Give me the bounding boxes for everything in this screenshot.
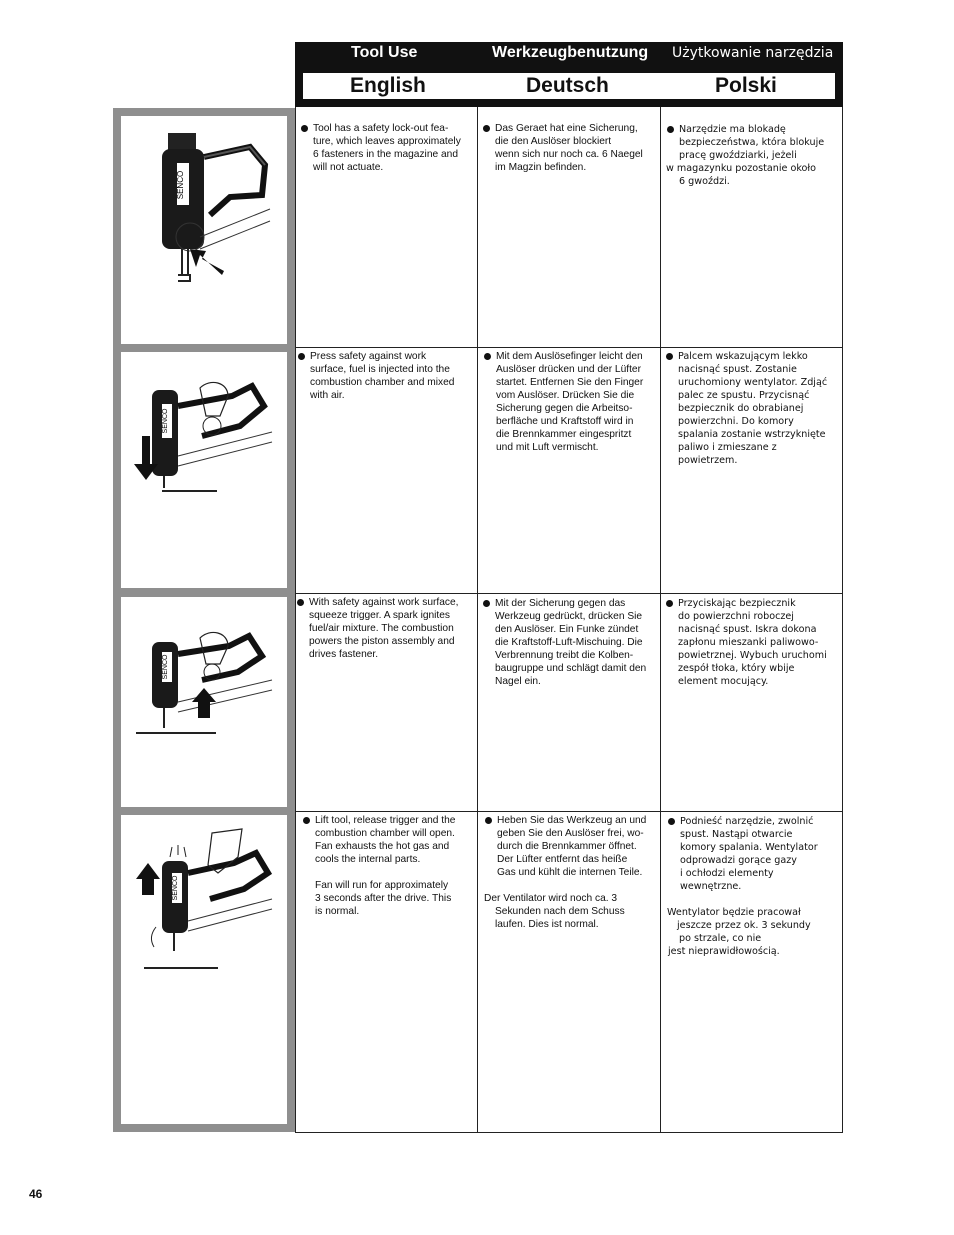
text-line: fuel/air mixture. The combustion xyxy=(309,623,454,634)
text-line: Narzędzie ma blokadę xyxy=(679,124,786,135)
text-line: ture, which leaves approximately xyxy=(313,136,461,147)
text-line: Heben Sie das Werkzeug an und xyxy=(497,815,647,826)
text-line: startet. Entfernen Sie den Finger xyxy=(496,377,644,388)
text-line: geben Sie den Auslöser frei, wo- xyxy=(497,828,644,839)
row4-english xyxy=(302,814,476,918)
brand-label-3: SENCO xyxy=(162,654,169,680)
text-line: komory spalania. Wentylator xyxy=(680,842,818,853)
text-line: powietrznej. Wybuch uruchomi xyxy=(678,650,827,661)
text-line: und mit Luft vermischt. xyxy=(496,442,599,453)
bullet-icon xyxy=(483,125,490,132)
text-line: Sicherung gegen die Arbeitso- xyxy=(496,403,633,414)
text-line: Auslöser drücken und der Lüfter xyxy=(496,364,641,375)
row4-polski xyxy=(667,815,842,958)
text-line: Verbrennung treibt die Kolben- xyxy=(495,650,634,661)
text-line: Fan will run for approximately xyxy=(315,880,449,891)
bullet-icon xyxy=(666,600,673,607)
lang-polski: Polski xyxy=(715,74,777,97)
bullet-icon xyxy=(298,353,305,360)
text-line: i ochłodzi elementy xyxy=(680,868,774,879)
text-line: drives fastener. xyxy=(309,649,379,660)
text-line: Przyciskając bezpiecznik xyxy=(678,598,796,609)
text-line: wenn sich nur noch ca. 6 Naegel xyxy=(495,149,643,160)
row1-deutsch xyxy=(482,122,659,174)
bullet-icon xyxy=(303,817,310,824)
bullet-icon xyxy=(666,353,673,360)
header-tool-use-en: Tool Use xyxy=(351,44,418,61)
text-line: Gas und kühlt die internen Teile. xyxy=(497,867,643,878)
text-line: baugruppe und schlägt damit den xyxy=(495,663,647,674)
text-line: 6 gwoździ. xyxy=(679,176,730,187)
bullet-icon xyxy=(301,125,308,132)
text-line: cools the internal parts. xyxy=(315,854,421,865)
text-line: die Kraftstoff-Luft-Mischuing. Die xyxy=(495,637,643,648)
text-line: bezpiecznik do obrabianej xyxy=(678,403,804,414)
nailer-lockout-illustration xyxy=(130,125,275,290)
row2-english xyxy=(297,350,475,402)
nailer-lift-illustration xyxy=(134,827,276,973)
text-line: is normal. xyxy=(315,906,360,917)
text-line: pracę gwoździarki, jeżeli xyxy=(679,150,797,161)
arrow-icon xyxy=(190,249,224,275)
text-line: powietrzem. xyxy=(678,455,738,466)
lang-deutsch: Deutsch xyxy=(526,74,609,97)
bullet-icon xyxy=(668,818,675,825)
text-line: spust. Nastąpi otwarcie xyxy=(680,829,793,840)
row2-deutsch xyxy=(483,350,660,454)
row3-deutsch xyxy=(482,597,660,688)
lang-english: English xyxy=(350,74,426,97)
text-line: combustion chamber and mixed xyxy=(310,377,455,388)
text-line: w magazynku pozostanie około xyxy=(666,163,817,174)
text-line: surface, fuel is injected into the xyxy=(310,364,450,375)
text-line: po strzale, co nie xyxy=(679,933,762,944)
text-line: will not actuate. xyxy=(313,162,384,173)
text-line: zespół tłoka, który wbije xyxy=(678,663,795,674)
row1-english xyxy=(300,122,475,174)
text-line: wewnętrzne. xyxy=(680,881,742,892)
language-bar xyxy=(303,73,835,99)
text-line: Der Lüfter entfernt das heiße xyxy=(497,854,628,865)
text-line: nacisnąć spust. Zostanie xyxy=(678,364,797,375)
bullet-icon xyxy=(483,600,490,607)
header-tool-use-pl: Użytkowanie narzędzia xyxy=(672,45,834,61)
text-line: die den Auslöser blockiert xyxy=(495,136,612,147)
text-line: Mit der Sicherung gegen das xyxy=(495,598,626,609)
text-line: Tool has a safety lock-out fea- xyxy=(313,123,449,134)
row3-english xyxy=(296,596,476,661)
text-line: 3 seconds after the drive. This xyxy=(315,893,452,904)
up-arrow-icon xyxy=(192,688,216,718)
bullet-icon xyxy=(297,599,304,606)
row2-polski xyxy=(665,350,842,467)
text-line: with air. xyxy=(310,390,345,401)
header-bar xyxy=(295,42,843,107)
text-line: Fan exhausts the hot gas and xyxy=(315,841,450,852)
text-line: den Auslöser. Ein Funke zündet xyxy=(495,624,639,635)
text-line: Wentylator będzie pracował xyxy=(667,907,801,918)
text-line: nacisnąć spust. Iskra dokona xyxy=(678,624,817,635)
bullet-icon xyxy=(484,353,491,360)
text-line: durch die Brennkammer öffnet. xyxy=(497,841,637,852)
nailer-fire-illustration xyxy=(134,628,274,740)
up-arrow-icon xyxy=(136,863,160,895)
nailer-press-illustration xyxy=(132,376,277,498)
text-line: 6 fasteners in the magazine and xyxy=(313,149,458,160)
text-line: Podnieść narzędzie, zwolnić xyxy=(680,816,814,827)
text-line: do powierzchni roboczej xyxy=(678,611,794,622)
text-line: combustion chamber will open. xyxy=(315,828,455,839)
text-line: With safety against work surface, xyxy=(309,597,459,608)
text-line: Mit dem Auslösefinger leicht den xyxy=(496,351,643,362)
text-line: Das Geraet hat eine Sicherung, xyxy=(495,123,638,134)
text-line: vom Auslöser. Drücken Sie die xyxy=(496,390,635,401)
row4-deutsch xyxy=(484,814,660,931)
page-number: 46 xyxy=(29,1187,43,1201)
text-line: Palcem wskazującym lekko xyxy=(678,351,808,362)
brand-label-4: SENCO xyxy=(172,875,179,901)
row1-polski xyxy=(666,123,842,188)
text-line: bezpieczeństwa, która blokuje xyxy=(679,137,825,148)
exhaust-swirl-icon xyxy=(151,927,156,947)
text-line: spalania zostanie wstrzyknięte xyxy=(678,429,826,440)
brand-label-2: SENCO xyxy=(162,408,169,434)
row3-polski xyxy=(665,597,842,688)
text-line: powers the piston assembly and xyxy=(309,636,455,647)
text-line: Lift tool, release trigger and the xyxy=(315,815,456,826)
text-line: Werkzeug gedrückt, drücken Sie xyxy=(495,611,643,622)
header-tool-use-de: Werkzeugbenutzung xyxy=(492,44,649,61)
text-line: uruchomiony wentylator. Zdjąć xyxy=(678,377,828,388)
text-line: palec ze spustu. Przycisnąć xyxy=(678,390,810,401)
brand-label-1: SENCO xyxy=(176,170,185,200)
text-line: jeszcze przez ok. 3 sekundy xyxy=(677,920,811,931)
text-line: jest nieprawidłowością. xyxy=(668,946,780,957)
text-line: squeeze trigger. A spark ignites xyxy=(309,610,451,621)
text-line: berfläche und Kraftstoff wird in xyxy=(496,416,634,427)
text-line: laufen. Dies ist normal. xyxy=(495,919,599,930)
text-line: Nagel ein. xyxy=(495,676,541,687)
text-line: Der Ventilator wird noch ca. 3 xyxy=(484,893,618,904)
text-line: zapłonu mieszanki paliwowo- xyxy=(678,637,819,648)
exhaust-lines-icon xyxy=(170,845,186,857)
text-line: powierzchni. Do komory xyxy=(678,416,794,427)
text-line: odprowadzi gorące gazy xyxy=(680,855,797,866)
text-line: Sekunden nach dem Schuss xyxy=(495,906,625,917)
text-line: element mocujący. xyxy=(678,676,769,687)
bullet-icon xyxy=(485,817,492,824)
bullet-icon xyxy=(667,126,674,133)
text-line: Press safety against work xyxy=(310,351,427,362)
text-line: im Magzin befinden. xyxy=(495,162,587,173)
text-line: paliwo i zmieszane z xyxy=(678,442,777,453)
text-line: die Brennkammer eingespritzt xyxy=(496,429,632,440)
